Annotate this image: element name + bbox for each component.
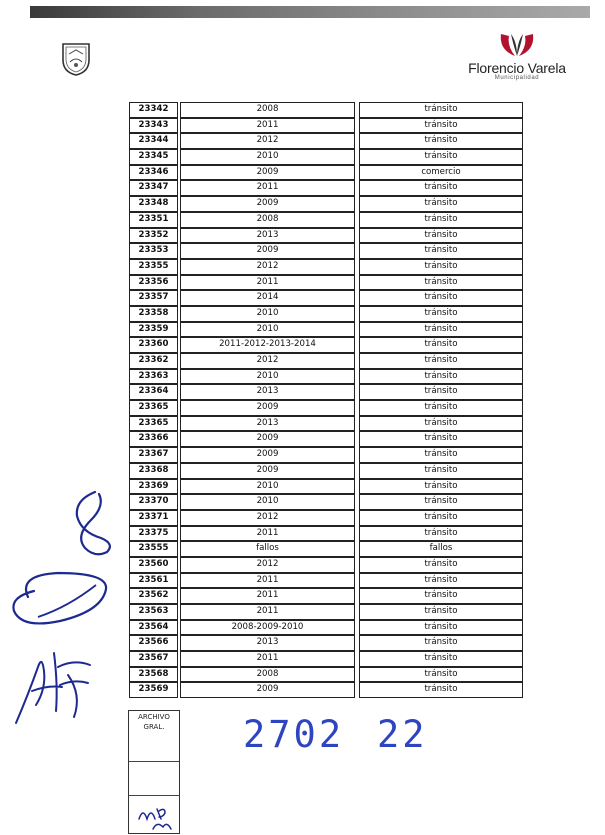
record-year: 2008 <box>180 667 355 683</box>
record-category: tránsito <box>359 275 523 291</box>
record-id: 23569 <box>129 682 178 698</box>
table-row <box>129 510 525 526</box>
table-row <box>129 651 525 667</box>
record-category: tránsito <box>359 494 523 510</box>
record-id: 23375 <box>129 526 178 542</box>
record-category: tránsito <box>359 149 523 165</box>
record-category: tránsito <box>359 588 523 604</box>
record-year: 2009 <box>180 165 355 181</box>
record-category: tránsito <box>359 180 523 196</box>
table-row <box>129 212 525 228</box>
record-year: 2009 <box>180 447 355 463</box>
record-category: tránsito <box>359 573 523 589</box>
record-year: 2011 <box>180 604 355 620</box>
record-year: 2010 <box>180 479 355 495</box>
record-category: tránsito <box>359 416 523 432</box>
table-row <box>129 337 525 353</box>
handwritten-mark-loop <box>55 488 125 558</box>
archive-label-line1: ARCHIVO <box>138 713 170 721</box>
record-id: 23560 <box>129 557 178 573</box>
record-category: comercio <box>359 165 523 181</box>
record-id: 23345 <box>129 149 178 165</box>
table-row <box>129 384 525 400</box>
table-row <box>129 149 525 165</box>
record-id: 23348 <box>129 196 178 212</box>
table-row <box>129 479 525 495</box>
record-id: 23343 <box>129 118 178 134</box>
record-id: 23353 <box>129 243 178 259</box>
record-year: 2011 <box>180 180 355 196</box>
table-row <box>129 369 525 385</box>
table-row <box>129 494 525 510</box>
logo-mark-icon <box>497 32 537 58</box>
record-year: fallos <box>180 541 355 557</box>
record-id: 23351 <box>129 212 178 228</box>
handwritten-signature <box>8 645 100 725</box>
record-id: 23561 <box>129 573 178 589</box>
logo-name: Florencio Varela <box>468 60 566 76</box>
table-row <box>129 102 525 118</box>
record-category: tránsito <box>359 651 523 667</box>
table-row <box>129 667 525 683</box>
record-id: 23355 <box>129 259 178 275</box>
record-year: 2009 <box>180 243 355 259</box>
record-category: tránsito <box>359 133 523 149</box>
table-row <box>129 353 525 369</box>
table-row <box>129 573 525 589</box>
table-row <box>129 228 525 244</box>
record-year: 2011-2012-2013-2014 <box>180 337 355 353</box>
record-year: 2011 <box>180 526 355 542</box>
table-row <box>129 463 525 479</box>
record-year: 2011 <box>180 118 355 134</box>
table-row <box>129 290 525 306</box>
record-id: 23566 <box>129 635 178 651</box>
record-category: tránsito <box>359 682 523 698</box>
record-year: 2013 <box>180 384 355 400</box>
record-id: 23563 <box>129 604 178 620</box>
records-table <box>129 102 525 698</box>
record-year: 2012 <box>180 133 355 149</box>
table-row <box>129 541 525 557</box>
record-id: 23564 <box>129 620 178 636</box>
record-id: 23369 <box>129 479 178 495</box>
record-year: 2010 <box>180 322 355 338</box>
table-row <box>129 682 525 698</box>
record-category: tránsito <box>359 557 523 573</box>
record-category: tránsito <box>359 102 523 118</box>
record-category: tránsito <box>359 337 523 353</box>
table-row <box>129 275 525 291</box>
record-id: 23357 <box>129 290 178 306</box>
record-category: tránsito <box>359 353 523 369</box>
record-id: 23364 <box>129 384 178 400</box>
record-year: 2011 <box>180 651 355 667</box>
record-category: fallos <box>359 541 523 557</box>
table-row <box>129 259 525 275</box>
table-row <box>129 416 525 432</box>
record-id: 23344 <box>129 133 178 149</box>
scan-top-bar <box>30 6 590 18</box>
record-category: tránsito <box>359 526 523 542</box>
record-category: tránsito <box>359 604 523 620</box>
record-year: 2012 <box>180 510 355 526</box>
record-id: 23367 <box>129 447 178 463</box>
record-category: tránsito <box>359 463 523 479</box>
record-category: tránsito <box>359 431 523 447</box>
record-year: 2009 <box>180 463 355 479</box>
record-category: tránsito <box>359 228 523 244</box>
table-row <box>129 118 525 134</box>
record-category: tránsito <box>359 479 523 495</box>
archive-divider <box>129 795 179 796</box>
record-category: tránsito <box>359 635 523 651</box>
florencio-varela-logo <box>462 32 572 88</box>
record-id: 23568 <box>129 667 178 683</box>
record-year: 2014 <box>180 290 355 306</box>
record-year: 2008-2009-2010 <box>180 620 355 636</box>
record-id: 23346 <box>129 165 178 181</box>
stamp-number-b: 22 <box>377 713 428 756</box>
table-row <box>129 431 525 447</box>
record-year: 2008 <box>180 212 355 228</box>
record-year: 2009 <box>180 196 355 212</box>
logo-subtitle: Municipalidad <box>494 75 540 81</box>
record-id: 23352 <box>129 228 178 244</box>
record-year: 2011 <box>180 588 355 604</box>
record-year: 2012 <box>180 259 355 275</box>
table-row <box>129 133 525 149</box>
record-category: tránsito <box>359 243 523 259</box>
record-category: tránsito <box>359 118 523 134</box>
record-id: 23360 <box>129 337 178 353</box>
record-year: 2011 <box>180 275 355 291</box>
record-category: tránsito <box>359 667 523 683</box>
record-category: tránsito <box>359 369 523 385</box>
record-category: tránsito <box>359 510 523 526</box>
record-category: tránsito <box>359 620 523 636</box>
table-row <box>129 447 525 463</box>
record-id: 23356 <box>129 275 178 291</box>
record-id: 23555 <box>129 541 178 557</box>
record-category: tránsito <box>359 322 523 338</box>
table-row <box>129 306 525 322</box>
record-category: tránsito <box>359 212 523 228</box>
record-id: 23368 <box>129 463 178 479</box>
stamp-number-a: 2702 <box>243 713 345 756</box>
record-category: tránsito <box>359 306 523 322</box>
table-row <box>129 165 525 181</box>
archive-label-line2: GRAL. <box>143 723 165 731</box>
record-id: 23362 <box>129 353 178 369</box>
record-year: 2008 <box>180 102 355 118</box>
record-year: 2009 <box>180 400 355 416</box>
record-id: 23371 <box>129 510 178 526</box>
table-row <box>129 322 525 338</box>
record-id: 23370 <box>129 494 178 510</box>
table-row <box>129 526 525 542</box>
table-row <box>129 604 525 620</box>
table-row <box>129 400 525 416</box>
record-category: tránsito <box>359 447 523 463</box>
record-category: tránsito <box>359 384 523 400</box>
municipal-crest-icon <box>61 42 91 76</box>
record-id: 23562 <box>129 588 178 604</box>
record-id: 23567 <box>129 651 178 667</box>
record-year: 2013 <box>180 416 355 432</box>
table-row <box>129 620 525 636</box>
record-year: 2010 <box>180 306 355 322</box>
record-year: 2010 <box>180 494 355 510</box>
record-category: tránsito <box>359 259 523 275</box>
table-row <box>129 557 525 573</box>
record-year: 2012 <box>180 353 355 369</box>
record-year: 2013 <box>180 635 355 651</box>
table-row <box>129 243 525 259</box>
table-row <box>129 588 525 604</box>
record-id: 23365 <box>129 416 178 432</box>
record-id: 23359 <box>129 322 178 338</box>
record-id: 23342 <box>129 102 178 118</box>
record-year: 2010 <box>180 149 355 165</box>
record-id: 23358 <box>129 306 178 322</box>
record-id: 23347 <box>129 180 178 196</box>
table-row <box>129 196 525 212</box>
record-id: 23363 <box>129 369 178 385</box>
archive-divider <box>129 761 179 762</box>
record-year: 2010 <box>180 369 355 385</box>
archive-box <box>128 710 180 834</box>
record-id: 23365 <box>129 400 178 416</box>
table-row <box>129 635 525 651</box>
record-id: 23366 <box>129 431 178 447</box>
record-year: 2013 <box>180 228 355 244</box>
record-year: 2011 <box>180 573 355 589</box>
record-category: tránsito <box>359 196 523 212</box>
record-category: tránsito <box>359 400 523 416</box>
handwritten-mark-oval <box>8 567 116 629</box>
record-year: 2012 <box>180 557 355 573</box>
archive-initials <box>135 801 177 831</box>
record-year: 2009 <box>180 682 355 698</box>
table-row <box>129 180 525 196</box>
record-year: 2009 <box>180 431 355 447</box>
record-category: tránsito <box>359 290 523 306</box>
